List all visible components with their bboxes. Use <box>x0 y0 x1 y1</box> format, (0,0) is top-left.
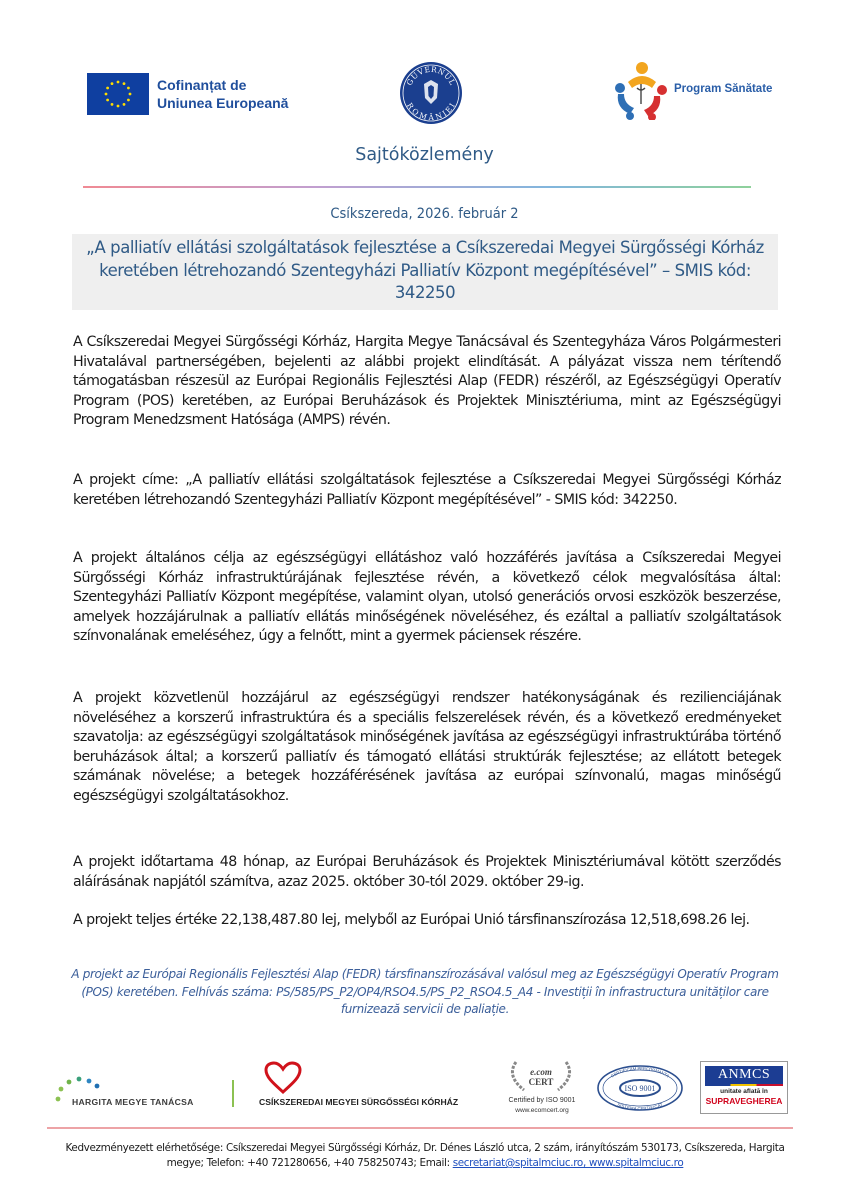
project-title: „A palliatív ellátási szolgáltatások fejlesztése a Csíkszeredai Megyei Sürgősségi Kórház keretében létrehozandó Szentegyházi Palliatív Központ megépítésével” – SMIS kód: 342250 <box>86 238 764 302</box>
ecomcert-url: www.ecomcert.org <box>515 1107 569 1114</box>
paragraph-duration: A projekt időtartama 48 hónap, az Európai Beruházások és Projektek Minisztériumával kötött szerződés aláírásának napjától számítva, azaz 2025. október 30-tól 2029. október 29-ig. <box>73 854 781 890</box>
footer-contact <box>40 1141 810 1171</box>
email-website-link[interactable]: secretariat@spitalmciuc.ro, www.spitalmciuc.ro <box>452 1157 684 1169</box>
ecom-badge-line1: e.com <box>530 1067 552 1077</box>
anmcs-title: ANMCS <box>705 1066 783 1084</box>
paragraph-objective: A projekt általános célja az egészségügyi ellátáshoz való hozzáférés javítása a Csíkszeredai Megyei Sürgősségi Kórház infrastruktúrájának fejlesztése révén, a következő célok megvalósítása által: Szentegyházi Palliatív Központ megépítése, valamint olyan, utolsó generációs orvosi eszközök beszerzése, amelyek hozzájárulnak a palliatív ellátás minőségének növeléséhez, és ezáltal a palliatív szolgáltatások színvonalának emeléséhez, úgy a felnőtt, mint a gyermek páciensek részére. <box>73 550 781 645</box>
paragraph-project-title: A projekt címe: „A palliatív ellátási szolgáltatások fejlesztése a Csíkszeredai Megyei Sürgősségi Kórház keretében létrehozandó Szentegyházi Palliatív Központ megépítésével” - SMIS kód: 342250. <box>73 472 781 508</box>
funding-note: A projekt az Európai Regionális Fejlesztési Alap (FEDR) társfinanszírozásával valósul meg az Egészségügyi Operatív Program (POS) keretében. Felhívás száma: PS/585/PS_P2/OP4/RSO4.5/PS_P2_RSO4.5_A4 - Investiții în infrastructura unităților care furnizează servicii de paliație. <box>71 967 779 1016</box>
footer-contact-line1: Kedvezményezett elérhetősége: Csíkszeredai Megyei Sürgősségi Kórház, Dr. Dénes László utca, 2 szám, irányítószám 530173, Csíkszereda, Hargita <box>65 1142 785 1154</box>
date-line: Csíkszereda, 2026. február 2 <box>330 206 519 222</box>
eu-label-line1: Cofinanțat de <box>157 77 247 93</box>
ecomcert-label: Certified by ISO 9001 <box>508 1097 576 1104</box>
iso-ring-bottom: SISTEMA CERTIFICAT <box>616 1101 664 1112</box>
seal-text-bottom: ROMÂNIEI <box>404 101 458 123</box>
ecom-badge-line2: CERT <box>528 1077 554 1087</box>
program-sanatate-icon <box>612 60 668 120</box>
paragraph-results: A projekt közvetlenül hozzájárul az egészségügyi rendszer hatékonyságának és rezilienciájának növeléséhez a korszerű infrastruktúra és a speciális felszerelések révén, és a következő eredményeket szavatolja: az egészségügyi szolgáltatások minőségének javítása az egészségügyi infrastruktúrába történő beruházások által; a korszerű palliatív és támogató ellátási struktúrák fejlesztése; az ellátott betegek számának növelése; a betegek hozzáférésének javítása az európai színvonalú, magas minőségű egészségügyi szolgáltatásokhoz. <box>73 690 781 804</box>
footer-contact-prefix: megye; Telefon: +40 721280656, +40 758250743; Email: <box>166 1157 453 1169</box>
iso-seal-icon <box>596 1064 684 1112</box>
hospital-label: CSÍKSZEREDAI MEGYEI SÜRGŐSSÉGI KÓRHÁZ <box>259 1097 459 1107</box>
gradient-divider <box>83 186 751 188</box>
footer-contact-line2 <box>40 1156 810 1171</box>
paragraph-intro: A Csíkszeredai Megyei Sürgősségi Kórház, Hargita Megye Tanácsával és Szentegyháza Város Polgármesteri Hivatalával partnerségében, bejelenti az alábbi projekt elindítását. A pályázat vissza nem térítendő támogatásban részesül az Európai Regionális Fejlesztési Alap (FEDR) részéről, az Egészségügyi Operatív Program (POS) keretében, az Európai Beruházások és Projektek Minisztériuma, mint az Egészségügyi Program Menedzsment Hatósága (AMPS) révén. <box>73 334 781 429</box>
anmcs-badge <box>700 1061 788 1114</box>
press-release-title: Sajtóközlemény <box>355 145 494 165</box>
anmcs-line2: SUPRAVEGHEREA <box>705 1096 783 1106</box>
romanian-government-seal-icon <box>398 60 464 126</box>
anmcs-line1: unitate aflată în <box>720 1088 768 1095</box>
eu-label-line2: Uniunea Europeană <box>157 95 289 111</box>
iso-ring-top: CERTIFICAM PERFORMANTA <box>609 1065 671 1079</box>
eu-flag-icon <box>87 73 149 115</box>
anmcs-tricolor-stripe <box>705 1084 783 1086</box>
eu-stars <box>87 73 149 115</box>
seal-text-top: GUVERNUL <box>404 64 458 87</box>
iso-label: ISO 9001 <box>624 1084 656 1093</box>
laurel-wreath-icon <box>502 1058 580 1094</box>
hargita-council-label: HARGITA MEGYE TANÁCSA <box>72 1097 194 1107</box>
heart-icon <box>263 1061 303 1095</box>
footer-divider <box>47 1127 793 1129</box>
paragraph-value: A projekt teljes értéke 22,138,487.80 lej, melyből az Európai Unió társfinanszírozása 12,518,698.26 lej. <box>73 912 750 928</box>
eu-cofinancing-label <box>157 76 288 112</box>
logo-divider <box>232 1080 234 1107</box>
program-sanatate-label: Program Sănătate <box>674 83 773 95</box>
